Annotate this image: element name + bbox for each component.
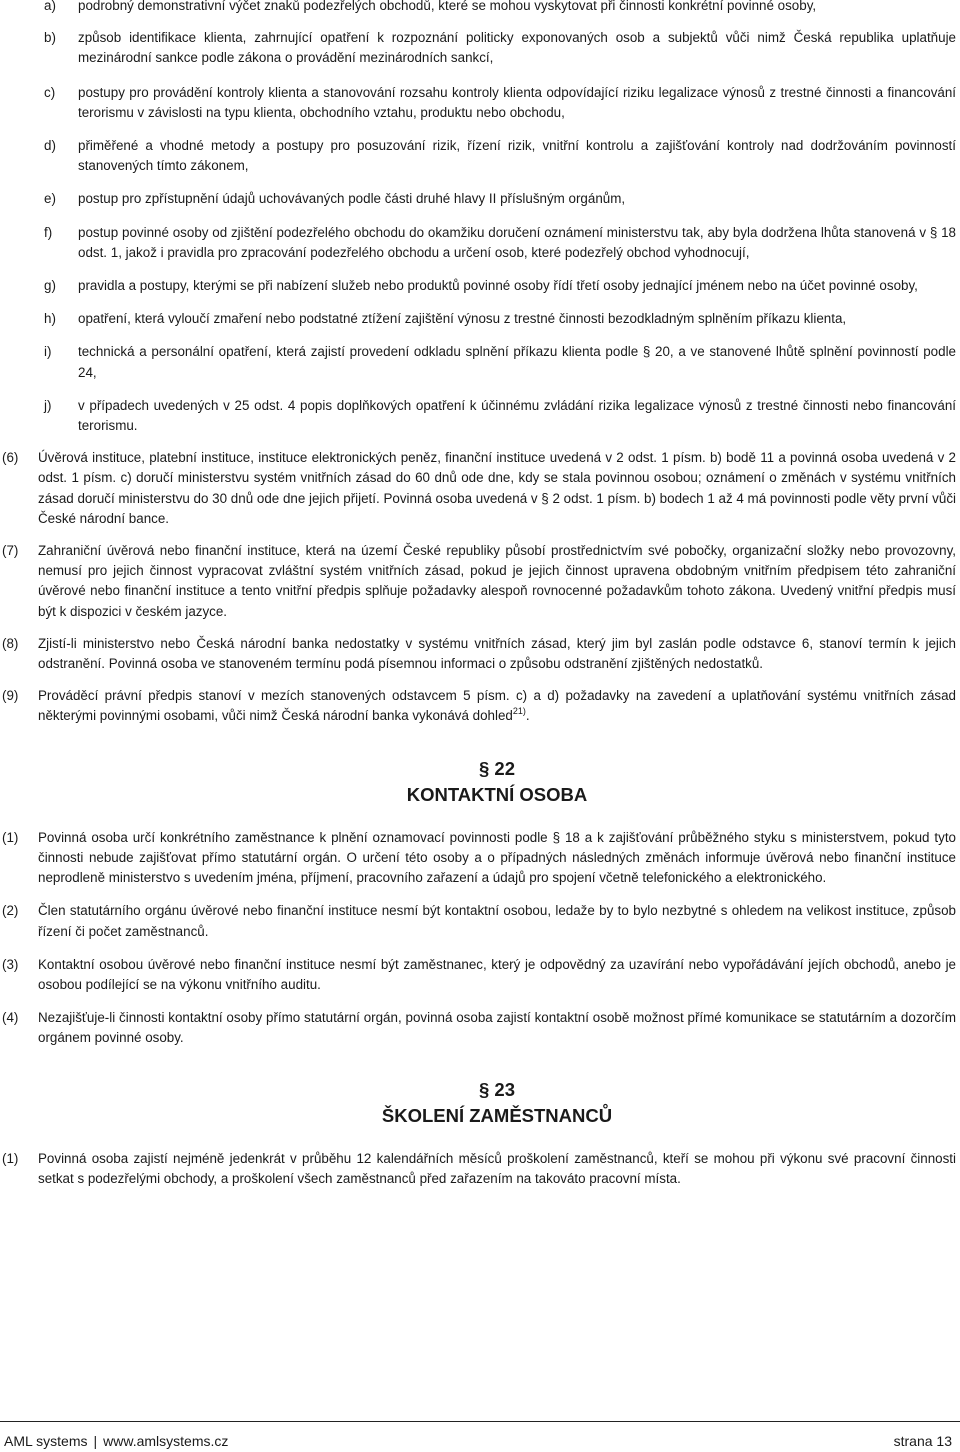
paragraph-22-3 (2, 955, 956, 995)
paragraph-text: Zahraniční úvěrová nebo finanční instituce, která na území České republiky působí prostřednictvím své pobočky, organizační složky nebo provozovny, nemusí pro jejich činnost vypracovat zvláštní systém vnitřních zásad, pokud je jejich činnost upravena obdobným vnitřním předpisem této zahraniční úvěrové nebo finanční instituce a tento vnitřní předpis splňuje požadavky alespoň rovnocenné požadavkům tohoto zákona. Uvedený vnitřní předpis musí být k dispozici v českém jazyce. (38, 543, 956, 619)
list-text: pravidla a postupy, kterými se při nabízení služeb nebo produktů povinné osoby řídí třetí osoby jednající jménem nebo na účet povinné osoby, (78, 278, 918, 294)
list-marker: g) (44, 278, 56, 294)
section-number: § 22 (478, 757, 515, 779)
paragraph-23-1 (2, 1149, 956, 1189)
list-marker: d) (44, 138, 56, 154)
list-marker: b) (44, 30, 56, 46)
list-text: postupy pro provádění kontroly klienta a stanovování rozsahu kontroly klienta odpovídající riziku legalizace výnosů z trestné činnosti a financování terorismu v závislosti na typu klienta, obchodního vztahu, produktu nebo obchodu, (78, 84, 956, 120)
section-title: ŠKOLENÍ ZAMĚSTNANCŮ (381, 1104, 613, 1126)
paragraph-number: (3) (2, 956, 19, 972)
paragraph-list (2, 448, 956, 726)
list-text: podrobný demonstrativní výčet znaků podezřelých obchodů, které se mohou vyskytovat při činnosti konkrétní povinné osoby, (78, 0, 817, 13)
footer-page-number: strana 13 (893, 1433, 952, 1449)
list-marker: f) (44, 224, 53, 240)
paragraph-text: Zjistí-li ministerstvo nebo Česká národní banka nedostatky v systému vnitřních zásad, který jim byl zaslán podle odstavce 6, stanoví termín k jejich odstranění. Povinná osoba ve stanoveném termínu podá písemnou informaci o způsobu odstranění zjištěných nedostatků. (38, 635, 956, 672)
list-item-j (38, 396, 956, 436)
list-text: postup pro zpřístupnění údajů uchovávaných podle části druhé hlavy II příslušným orgánům, (78, 191, 626, 207)
paragraph-22-4 (2, 1008, 956, 1048)
list-item-d (38, 136, 956, 176)
paragraph-text: Povinná osoba určí konkrétního zaměstnance k plnění oznamovací povinnosti podle § 18 a k zajišťování průběžného styku s ministerstvem, pokud tyto činnosti nebude zajišťovat přímo statutární orgán. O určení této osoby a o případných následných změnách informuje úvěrová nebo finanční instituce neprodleně ministerstvo s uvedením jména, příjmení, pracovního zařazení a údajů pro spojení včetně telefonického a elektronického. (38, 829, 956, 886)
page-footer (0, 1421, 960, 1452)
list-marker: h) (44, 311, 56, 327)
paragraph-text: Povinná osoba zajistí nejméně jedenkrát v průběhu 12 kalendářních měsíců proškolení zaměstnanců, kteří se mohou při výkonu své pracovní činnosti setkat s podezřelými obchody, a proškolení všech zaměstnanců před zařazením na takováto pracovní místa. (38, 1150, 956, 1186)
section-title: KONTAKTNÍ OSOBA (406, 783, 588, 805)
list-marker: i) (44, 344, 52, 360)
list-text: přiměřené a vhodné metody a postupy pro posuzování rizik, řízení rizik, vnitřní kontrolu a zajišťování kontroly nad dodržováním povinností stanovených tímto zákonem, (78, 138, 956, 174)
list-item-i (38, 342, 956, 382)
paragraph-number: (7) (2, 543, 19, 559)
footnote-reference: 21) (512, 706, 526, 717)
footer-separator: | (93, 1433, 98, 1449)
list-text: v případech uvedených v 25 odst. 4 popis doplňkových opatření k účinnému zvládání rizika legalizace výnosů z trestné činnosti nebo financování terorismu. (78, 397, 956, 434)
footer-left (4, 1431, 228, 1451)
paragraph-number: (2) (2, 903, 19, 919)
list-item-c (38, 83, 956, 123)
list-marker: e) (44, 191, 56, 207)
paragraph-text: Kontaktní osobou úvěrové nebo finanční instituce nesmí být zaměstnanec, který je odpovědný za uzavírání nebo vypořádávání jejích obchodů, anebo je osobou podílející se na výkonu vnitřního auditu. (38, 956, 956, 992)
list-text: technická a personální opatření, která zajistí provedení odkladu splnění příkazu klienta podle § 20, a ve stanovené lhůtě splnění povinností podle 24, (78, 344, 956, 380)
paragraph-text: Úvěrová instituce, platební instituce, instituce elektronických peněz, finanční instituce uvedená v 2 odst. 1 písm. b) bodě 11 a povinná osoba uvedená v 2 odst. 1 písm. c) doručí ministerstvu systém vnitřních zásad do 60 dnů ode dne, kdy se stala povinnou osobou; oznámení o změnách v systému vnitřních zásad doručí ministerstvu do 30 dnů ode dne jejich přijetí. Povinná osoba uvedená v § 2 odst. 1 písm. b) bodech 1 až 4 má povinnosti podle věty první vůči České národní bance. (38, 450, 956, 526)
list-text: způsob identifikace klienta, zahrnující opatření k rozpoznání politicky exponovaných osob a subjektů vůči nimž Česká republika uplatňuje mezinárodní sankce podle zákona o provádění mezinárodních sankcí, (78, 30, 956, 66)
list-item-a (38, 0, 956, 16)
list-item-g (38, 276, 956, 296)
list-item-e (38, 189, 956, 209)
section-22 (2, 756, 956, 1049)
paragraph-7 (2, 541, 956, 622)
paragraph-22-1 (2, 828, 956, 889)
paragraph-tail: . (525, 708, 530, 724)
paragraph-number: (6) (2, 450, 19, 466)
list-item-f (38, 223, 956, 263)
paragraph-8 (2, 634, 956, 674)
paragraph-number: (4) (2, 1010, 19, 1026)
paragraph-9 (2, 686, 956, 726)
list-item-h (38, 309, 956, 329)
paragraph-text: Nezajišťuje-li činnosti kontaktní osoby přímo statutární orgán, povinná osoba zajistí kontaktní osobě možnost přímé komunikace se statutárním a dozorčím orgánem povinné osoby. (38, 1010, 956, 1046)
list-text: postup povinné osoby od zjištění podezřelého obchodu do okamžiku doručení oznámení ministerstvu tak, aby byla dodržena lhůta stanovená v § 18 odst. 1, jakož i pravidla pro zpracování podezřelého obchodu a určení osob, které podezřelý obchod vyhodnocují, (78, 224, 956, 260)
paragraph-number: (1) (2, 829, 19, 845)
paragraph-body: Prováděcí právní předpis stanoví v mezích stanovených odstavcem 5 písm. c) a d) požadavky na zavedení a uplatňování systému vnitřních zásad některými povinnými osobami, vůči nimž Česká národní banka vykonává dohled (38, 688, 956, 724)
paragraph-number: (9) (2, 688, 19, 704)
paragraph-number: (1) (2, 1150, 19, 1166)
letter-list (38, 0, 956, 436)
paragraph-text: Člen statutárního orgánu úvěrové nebo finanční instituce nesmí být kontaktní osobou, ledaže by to bylo nezbytné s ohledem na velikost instituce, způsob řízení či počet zaměstnanců. (38, 903, 956, 939)
list-text: opatření, která vyloučí zmaření nebo podstatné ztížení zajištění výnosu z trestné činnosti bezodkladným splněním příkazu klienta, (78, 311, 847, 327)
section-23 (2, 1077, 956, 1189)
paragraph-text (38, 686, 956, 726)
list-item-b (38, 28, 956, 68)
list-marker: j) (44, 397, 52, 413)
list-marker: a) (44, 0, 56, 13)
footer-company: AML systems (4, 1433, 88, 1449)
paragraph-6 (2, 448, 956, 529)
list-marker: c) (44, 84, 56, 100)
paragraph-22-2 (2, 901, 956, 941)
section-number: § 23 (478, 1078, 515, 1100)
paragraph-number: (8) (2, 635, 19, 651)
footer-website[interactable]: www.amlsystems.cz (103, 1433, 229, 1449)
